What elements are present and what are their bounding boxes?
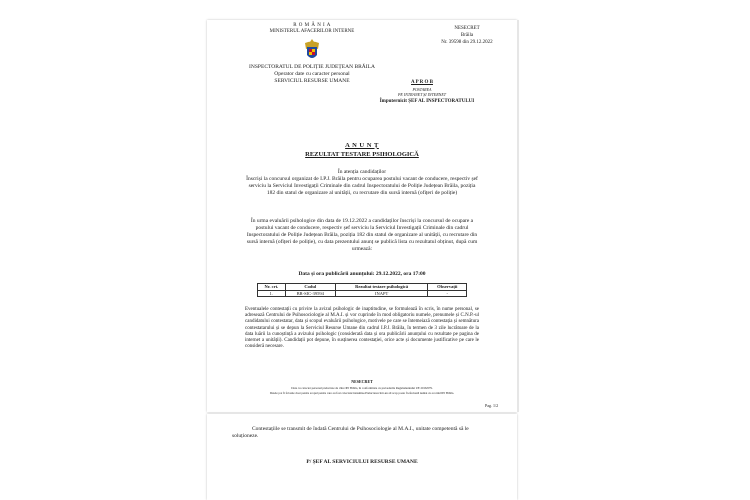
document-page-1 bbox=[207, 20, 517, 412]
publication-date: Data și ora publicării anunțului: 29.12.2022, ora 17:00 bbox=[298, 271, 426, 277]
table-cell: BR-SIC-39594 bbox=[285, 290, 335, 297]
paragraph-contestation: Eventualele contestații cu privire la avizul psihologic de inaptitudine, se formulează în scris, în nume personal, se adresează Centrului de Psihosociologie al M.A.I. și vor cuprinde în mod obligatoriu numele, prenumele și C.N.P.-ul candidatului contestatar, data și scopul evaluării psihologice, motivele pe care se întemeiază contestația și semnătura contestatarului și se depun la Serviciul Resurse Umane din cadrul I.P.J. Brăila, în termen de 3 zile lucrătoare de la data luării la cunoștință a avizului psihologic (considerată data și ora publicării anunțului cu rezultate pe pagina de internet a unității). Candidații pot depune, în susținerea contestației, orice acte și documente justificative pe care le consideră necesare. bbox=[245, 307, 479, 350]
footer-classification: NESECRET bbox=[351, 379, 373, 384]
paragraph-evaluation: În urma evaluării psihologice din data de 19.12.2022 a candidaților înscriși la concursul de ocupare a postului vacant de conducere, respectiv șef serviciu la Serviciul Investigații Criminale din cadrul Inspectoratului de Poliție Județean Brăila, poziția 182 din statul de organizare al unității, cu recrutare din sursă internă (ofițeri de poliție), cu data prezentului anunț se publică lista cu rezultatul obținut, după cum urmează: bbox=[246, 218, 478, 252]
inspectorate-name: INSPECTORATUL DE POLIȚIE JUDEȚEAN BRĂILA bbox=[249, 64, 375, 70]
table-cell: - bbox=[428, 290, 467, 297]
romania-coat-of-arms-icon bbox=[303, 38, 321, 62]
page-edge bbox=[517, 20, 519, 412]
column-header: Nr. crt. bbox=[258, 284, 286, 291]
page-2-signature: P/ ȘEF AL SERVICIULUI RESURSE UMANE bbox=[306, 459, 418, 465]
column-header: Observații bbox=[428, 284, 467, 291]
results-table bbox=[257, 283, 467, 297]
announcement-subtitle: REZULTAT TESTARE PSIHOLOGICĂ bbox=[305, 151, 419, 158]
city-label: Brăila bbox=[460, 33, 474, 38]
footer-note-2: Datele pot fi folosite doar pentru scopul pentru care au fost colectate/transmise.Prelucrarea într-un alt scop poate fi efectuată numai cu acordul IPJ Brăila. bbox=[269, 391, 455, 395]
page-number: Pag. 1/2 bbox=[485, 403, 499, 408]
table-row bbox=[258, 290, 467, 297]
attention-line: În atenția candidaților bbox=[337, 169, 387, 175]
operator-label: Operator date cu caracter personal bbox=[274, 71, 350, 77]
page-2-text: Contestațiile se transmit de îndată Centrului de Psihosociologie al M.A.I., unitate competentă să le soluționeze. bbox=[232, 426, 469, 439]
ministry-name: MINISTERUL AFACERILOR INTERNE bbox=[269, 29, 355, 34]
table-cell: 1. bbox=[258, 290, 286, 297]
paragraph-candidates: Înscriși la concursul organizat de I.P.J. Brăila pentru ocuparea postului vacant de conducere, respectiv șef serviciu la Serviciul Investigații Criminale din cadrul Inspectoratului de Poliție Județean Brăila, poziția 182 din statul de organizare al unității, cu recrutare din sursă internă (ofițeri de poliție) bbox=[246, 176, 478, 196]
service-name: SERVICIUL RESURSE UMANE bbox=[274, 78, 350, 84]
approval-line-1: POSTAREA bbox=[412, 87, 432, 92]
approval-line-2: PE INTRANET ȘI INTERNET bbox=[397, 92, 447, 97]
announcement-title: A N U N Ț bbox=[345, 142, 379, 149]
table-cell: INAPT bbox=[335, 290, 428, 297]
document-page-2 bbox=[207, 414, 517, 500]
column-header: Codul bbox=[285, 284, 335, 291]
column-header: Rezultat testare psihologică bbox=[335, 284, 428, 291]
classification-label: NESECRET bbox=[454, 26, 480, 31]
approval-title: A P R O B bbox=[411, 80, 433, 85]
footer-note-1: Date cu caracter personal prelucrate de către IPJ Brăila, în conformitate cu prevederile Regulamentului UE 2016/679. bbox=[291, 386, 433, 390]
document-number: Nr. 39598 din 29.12.2022 bbox=[441, 40, 493, 45]
country-name: R O M Â N I A bbox=[293, 23, 331, 28]
approval-signatory: Împuternicit ȘEF AL INSPECTORATULUI bbox=[379, 99, 475, 104]
